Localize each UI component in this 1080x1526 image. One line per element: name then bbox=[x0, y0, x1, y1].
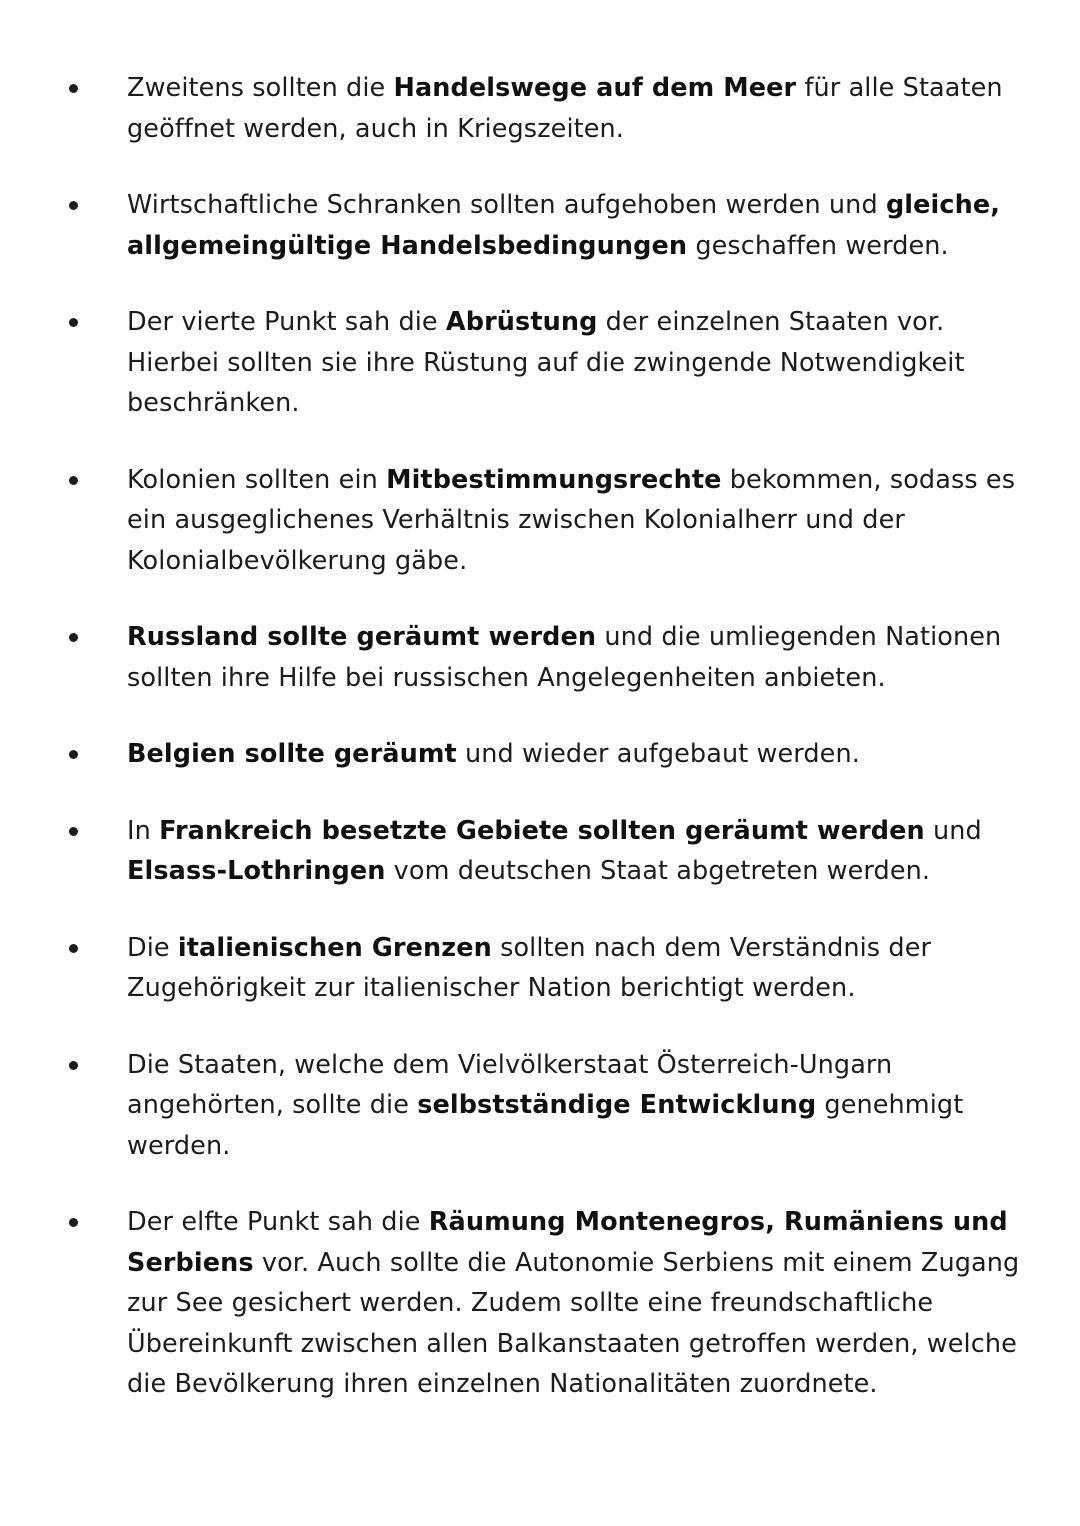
list-item bbox=[0, 1045, 1080, 1167]
emphasized-text: Russland sollte geräumt werden bbox=[127, 622, 597, 652]
list-item bbox=[0, 1202, 1080, 1405]
body-text: der einzelnen Staaten vor. Hierbei sollten sie ihre Rüstung auf die zwingende Notwendigkeit beschränken. bbox=[127, 307, 965, 418]
body-text: für alle Staaten geöffnet werden, auch in Kriegszeiten. bbox=[127, 73, 1003, 144]
body-text: genehmigt werden. bbox=[127, 1090, 964, 1161]
body-text: Der vierte Punkt sah die bbox=[127, 307, 446, 337]
body-text: und die umliegenden Nationen sollten ihre Hilfe bei russischen Angelegenheiten anbieten. bbox=[127, 622, 1002, 693]
body-text: In bbox=[127, 815, 160, 846]
body-text: und bbox=[924, 815, 982, 846]
emphasized-text: Belgien sollte geräumt bbox=[127, 739, 457, 769]
list-item bbox=[0, 185, 1080, 266]
bullet-icon bbox=[69, 318, 78, 327]
body-text: vom deutschen Staat abgetreten werden. bbox=[385, 856, 931, 886]
emphasized-text: Mitbestimmungsrechte bbox=[386, 464, 722, 495]
emphasized-text: Abrüstung bbox=[445, 307, 598, 337]
list-item bbox=[0, 617, 1080, 698]
emphasized-text: italienischen Grenzen bbox=[177, 932, 492, 963]
body-text: sollten nach dem Verständnis der Zugehörigkeit zur italienischer Nation berichtigt werden. bbox=[127, 932, 932, 1003]
bullet-icon bbox=[69, 827, 78, 836]
body-text: Die Staaten, welche dem Vielvölkerstaat Österreich-Ungarn angehörten, sollte die bbox=[127, 1049, 893, 1120]
bullet-icon bbox=[69, 84, 78, 93]
bullet-icon bbox=[69, 476, 78, 485]
body-text: bekommen, sodass es ein ausgeglichenes Verhältnis zwischen Kolonialherr und der Kolonialbevölkerung gäbe. bbox=[127, 464, 1016, 576]
list-item bbox=[0, 68, 1080, 149]
emphasized-text: Elsass-Lothringen bbox=[127, 856, 386, 886]
body-text: Kolonien sollten ein bbox=[127, 464, 387, 495]
list-item bbox=[0, 460, 1080, 582]
emphasized-text: Räumung Montenegros, Rumäniens und Serbiens bbox=[127, 1207, 1008, 1278]
bullet-list bbox=[0, 68, 1080, 1441]
body-text: vor. Auch sollte die Autonomie Serbiens mit einem Zugang zur See gesichert werden. Zudem sollte eine freundschaftliche Übereinkunft zwischen allen Balkanstaaten getroffen werden, welche die Bevölkerung ihren einzelnen Nationalitäten zuordnete. bbox=[127, 1247, 1020, 1399]
body-text: Zweitens sollten die bbox=[127, 73, 394, 103]
list-item bbox=[0, 811, 1080, 892]
body-text: Die bbox=[127, 932, 178, 963]
bullet-icon bbox=[69, 633, 78, 642]
body-text: geschaffen werden. bbox=[687, 230, 949, 261]
body-text: Wirtschaftliche Schranken sollten aufgehoben werden und bbox=[127, 190, 886, 220]
emphasized-text: Frankreich besetzte Gebiete sollten geräumt werden bbox=[159, 815, 925, 846]
list-item bbox=[0, 928, 1080, 1009]
body-text: und wieder aufgebaut werden. bbox=[456, 739, 860, 769]
bullet-icon bbox=[69, 750, 78, 759]
emphasized-text: selbstständige Entwicklung bbox=[417, 1090, 817, 1120]
list-item bbox=[0, 734, 1080, 775]
list-item bbox=[0, 302, 1080, 424]
bullet-icon bbox=[69, 944, 78, 953]
bullet-icon bbox=[69, 1218, 78, 1227]
body-text: Der elfte Punkt sah die bbox=[127, 1207, 429, 1237]
emphasized-text: gleiche, allgemeingültige Handelsbedingungen bbox=[127, 190, 1001, 261]
emphasized-text: Handelswege auf dem Meer bbox=[393, 73, 797, 103]
bullet-icon bbox=[69, 1061, 78, 1070]
bullet-icon bbox=[69, 201, 78, 210]
